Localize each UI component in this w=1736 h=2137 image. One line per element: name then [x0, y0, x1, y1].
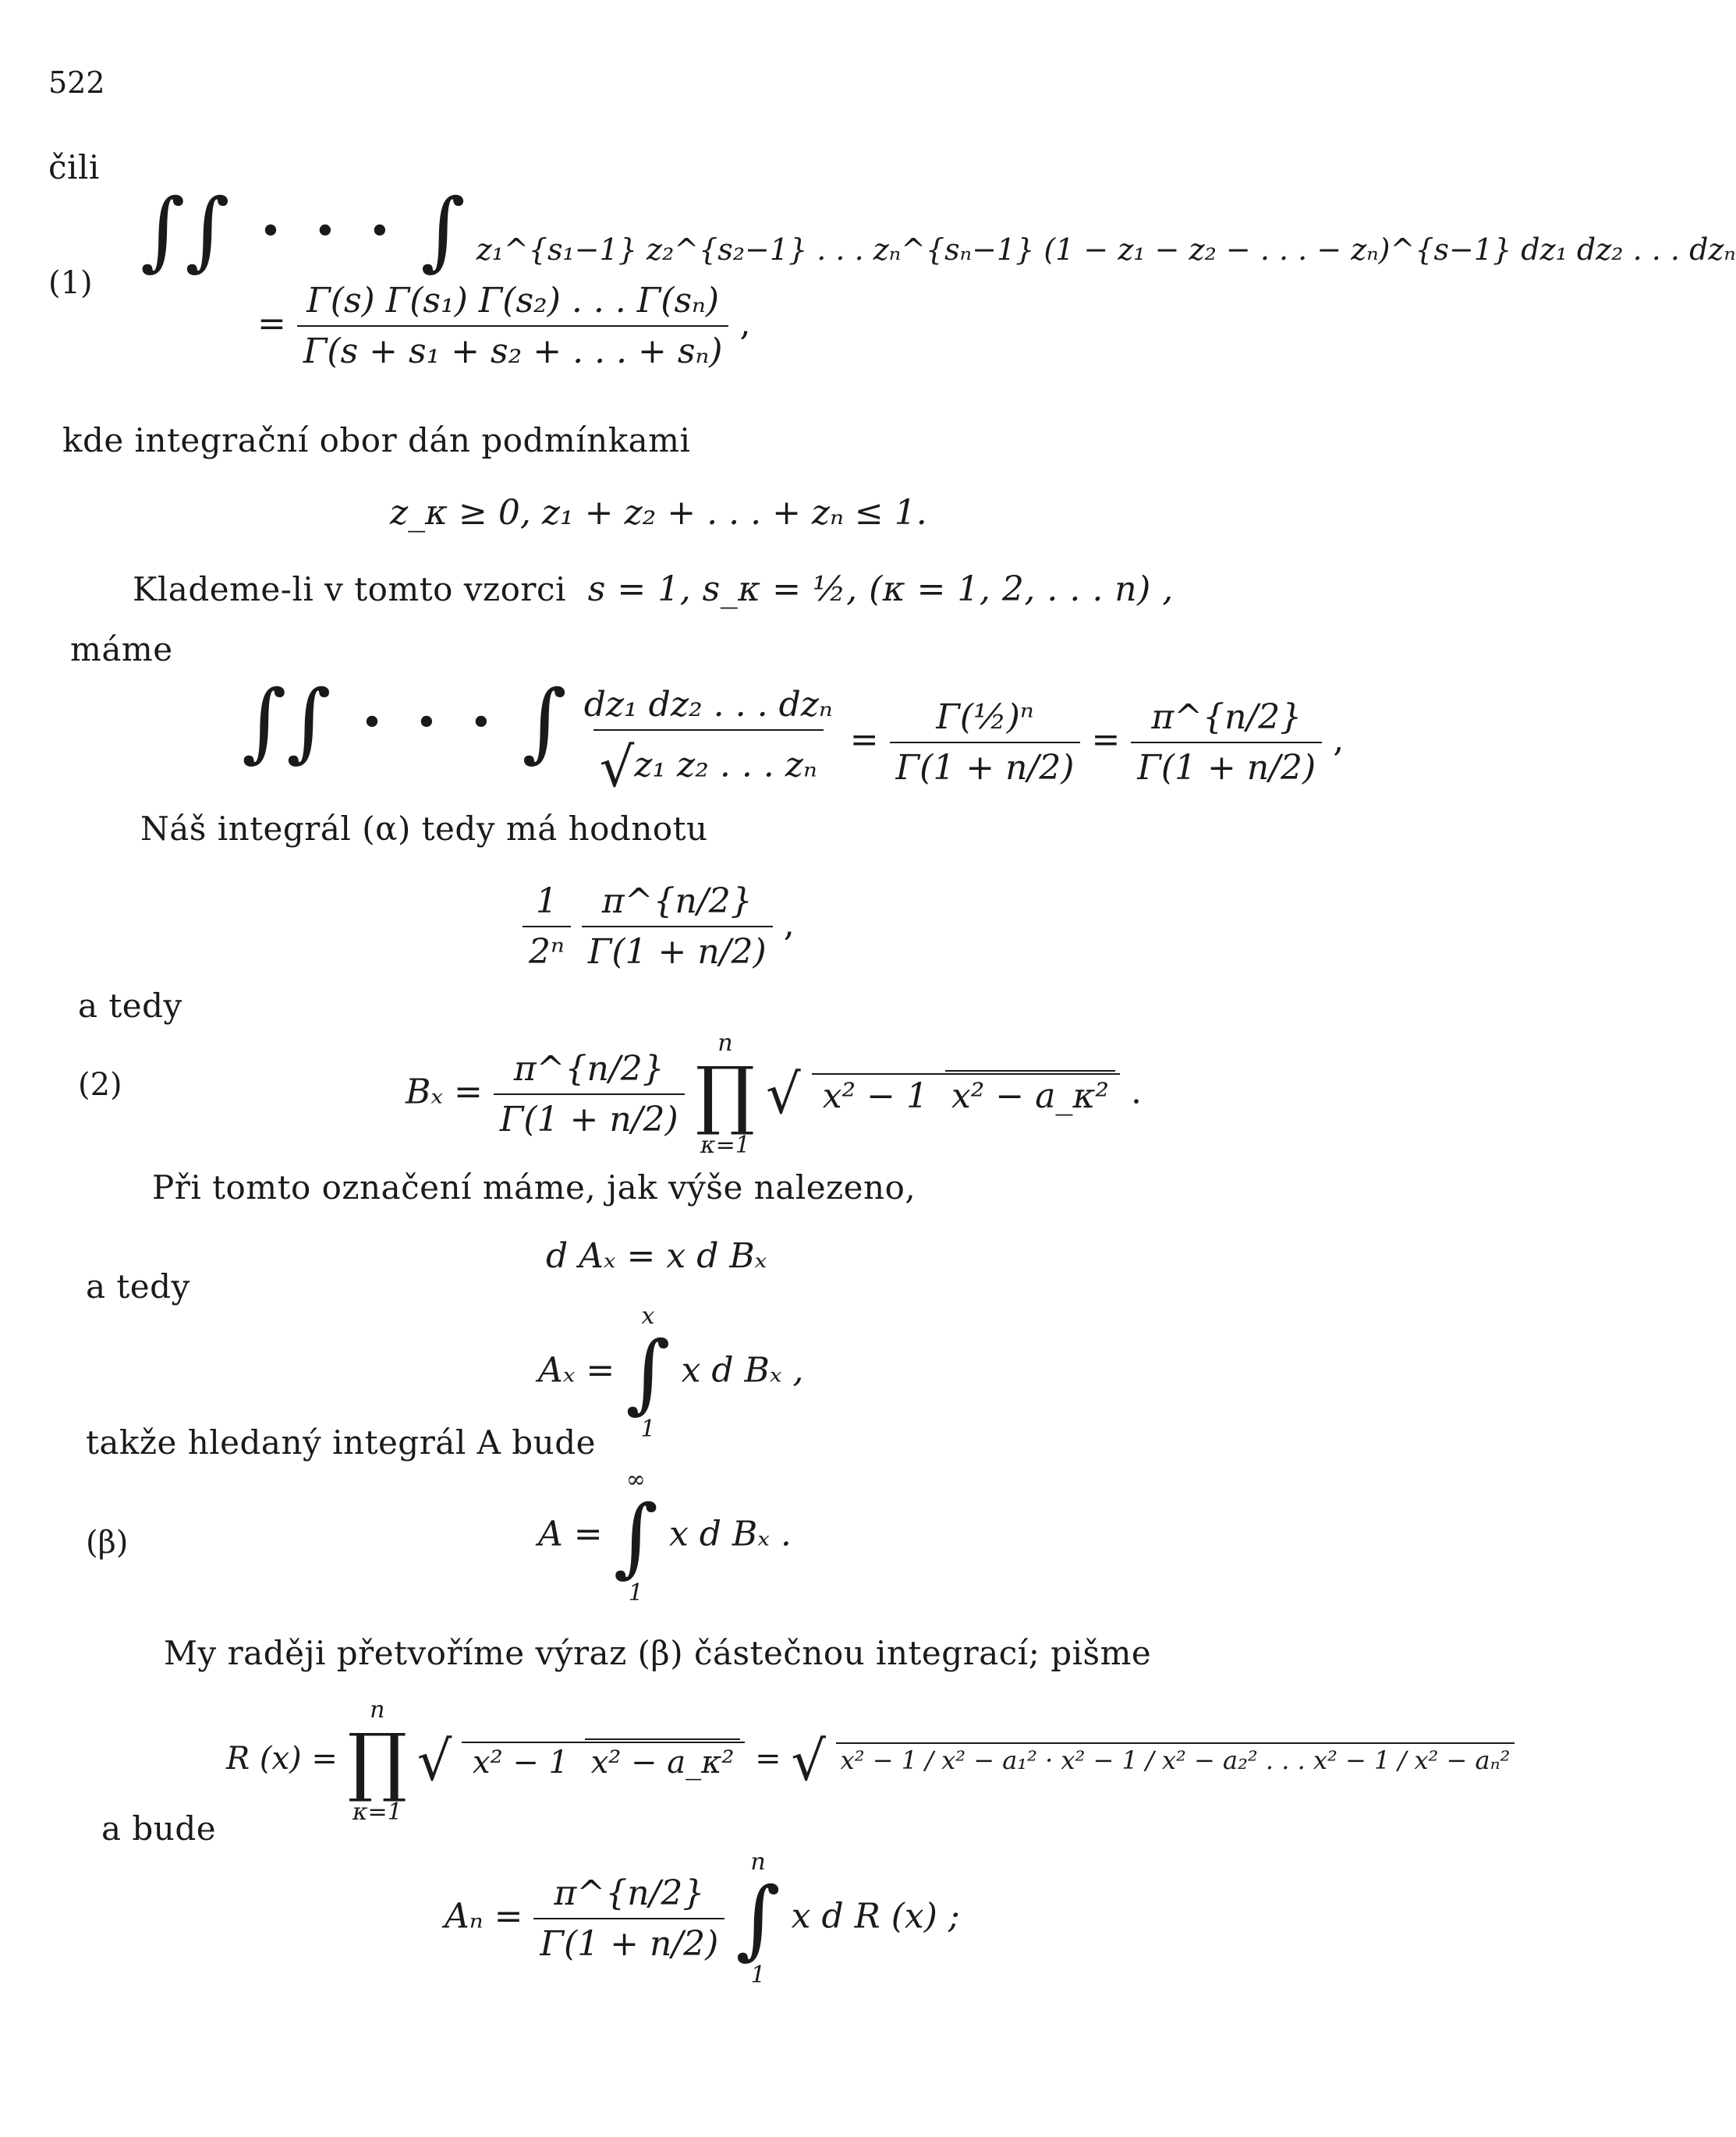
An-numerator: π^{n/2} — [554, 1873, 705, 1913]
radical-sign: √ — [599, 735, 635, 799]
integral-sign: ∫ — [613, 1487, 658, 1586]
R-product-operator — [348, 1696, 407, 1826]
R-sqrt-denominator: x² − a_κ² — [585, 1738, 741, 1781]
A-lhs: A = — [538, 1514, 603, 1554]
product-sign: ∏ — [347, 1717, 407, 1805]
integral-fraction — [578, 685, 839, 799]
product-sign: ∏ — [695, 1051, 756, 1138]
equation-2-sqrt-fraction — [812, 1073, 1120, 1116]
A-lower-limit: 1 — [628, 1579, 643, 1607]
An-denominator: Γ(1 + n/2) — [533, 1918, 725, 1964]
value-one: 1 — [535, 881, 558, 921]
equation-A — [538, 1466, 792, 1607]
substitution-line — [133, 569, 1174, 609]
R-product-lower: κ=1 — [352, 1799, 402, 1826]
equation-R: R (x) = n ∏ κ=1 √ x² − 1 x² − a_κ² = √ x² − 1 / x² − a₁² · x² − 1 / x² − a₂² . . . x² − 1 / x² − aₙ² — [226, 1696, 1515, 1826]
integral-sign: ∫ — [735, 1869, 781, 1969]
An-integral — [735, 1848, 780, 1989]
gamma-denominator: Γ(1 + n/2) — [890, 742, 1081, 788]
equation-value: $\frac{1}{\text{2ⁿ}}$ $\frac{\pi\^{}\{n/2\}}{\Gamma(1 + n/2)}$ , — [523, 881, 795, 972]
page-number: 522 — [48, 66, 105, 100]
pi-numerator: π^{n/2} — [1151, 696, 1302, 737]
An-lhs: Aₙ = — [445, 1896, 523, 1937]
gamma-numerator: Γ(½)ⁿ — [936, 696, 1034, 737]
integral-sign: ∫∫ · · · ∫ — [140, 180, 466, 280]
R-expanded: x² − 1 / x² − a₁² · x² − 1 / x² − a₂² . . . x² − 1 / x² − aₙ² — [836, 1742, 1515, 1775]
equation-gamma-integral: ∫∫ · · · ∫ $\frac{\text{dz₁ dz₂ . . . dzₙ}}{\text{√z₁ z₂ . . . zₙ}}$ = $\frac{\text{Γ(½)ⁿ}}{\Gamma(1 + n/2)}$ = $\frac{\pi\^{}\{n/2\}}{\Gamma(1 + n/2)}$ , — [242, 672, 1345, 799]
equation-2-numerator: π^{n/2} — [513, 1049, 664, 1089]
integral-sign: ∫ — [625, 1323, 671, 1423]
text-a-tedy-2: a tedy — [86, 1267, 190, 1306]
text-nas: Náš integrál (α) tedy má hodnotu — [140, 810, 708, 848]
text-a-bude: a bude — [101, 1809, 217, 1848]
Ax-rhs: x d Bₓ , — [681, 1350, 804, 1391]
gamma-fraction — [890, 697, 1081, 788]
integral-sign: ∫∫ · · · ∫ — [242, 672, 567, 771]
text-a-tedy-1: a tedy — [78, 987, 182, 1025]
radical-sign: √ — [416, 1729, 452, 1793]
text-kde: kde integrační obor dán podmínkami — [62, 421, 691, 459]
value-2n: 2ⁿ — [523, 926, 571, 972]
equation-label-2: (2) — [78, 1067, 122, 1103]
value-denominator: Γ(1 + n/2) — [582, 926, 773, 972]
equation-1-numerator: Γ(s) Γ(s₁) Γ(s₂) . . . Γ(sₙ) — [306, 281, 720, 321]
equation-1-result: = $\frac{\text{Γ(s) Γ(s₁) Γ(s₂) . . . Γ(sₙ)}}{\text{Γ(s + s₁ + s₂ + . . . + sₙ)}}$ , — [257, 281, 751, 371]
R-product-upper: n — [370, 1696, 385, 1724]
text-my: My raději přetvoříme výraz (β) částečnou integrací; pišme — [164, 1634, 1152, 1672]
product-operator — [696, 1030, 755, 1159]
An-lower-limit: 1 — [750, 1962, 766, 1989]
equation-1-denominator: Γ(s + s₁ + s₂ + . . . + sₙ) — [297, 325, 729, 371]
equation-label-1: (1) — [48, 265, 93, 301]
equation-Ax — [538, 1302, 803, 1443]
An-fraction — [533, 1873, 725, 1964]
R-lhs: R (x) = — [226, 1741, 338, 1777]
Ax-upper-limit: x — [641, 1302, 655, 1330]
pi-denominator: Γ(1 + n/2) — [1131, 742, 1322, 788]
equation-1-integral — [140, 180, 1736, 280]
equation-2-fraction — [494, 1049, 685, 1139]
equation-2-lhs: Bₓ = — [406, 1072, 483, 1112]
R-sqrt-numerator: x² − 1 — [473, 1745, 569, 1781]
R-sqrt-fraction — [462, 1742, 745, 1781]
equation-An — [445, 1848, 960, 1989]
integral-denominator: √z₁ z₂ . . . zₙ — [593, 729, 824, 799]
integral-numerator: dz₁ dz₂ . . . dzₙ — [583, 685, 833, 725]
Ax-lower-limit: 1 — [640, 1416, 656, 1443]
text-mame: máme — [70, 630, 173, 668]
text-cili: čili — [48, 148, 100, 186]
A-rhs: x d Bₓ . — [668, 1514, 792, 1554]
text-klademe: Klademe-li v tomto vzorci — [133, 570, 566, 608]
equation-dA: d Aₓ = x d Bₓ — [546, 1236, 767, 1276]
Ax-lhs: Aₓ = — [538, 1350, 615, 1391]
A-upper-limit: ∞ — [625, 1466, 646, 1494]
radical-sign: √ — [791, 1729, 826, 1793]
value-numerator: π^{n/2} — [601, 881, 753, 921]
Ax-integral — [625, 1302, 670, 1443]
sqrt-numerator: x² − 1 — [822, 1076, 928, 1116]
value-fraction-2 — [582, 881, 773, 972]
product-upper: n — [717, 1030, 733, 1057]
equation-2: Bₓ = $\frac{\pi\^{}\{n/2\}}{\Gamma(1 + n/2)}$ n ∏ κ=1 √ x² − 1 x² − a_κ² . — [406, 1030, 1143, 1159]
radical-sign: √ — [766, 1062, 801, 1126]
pi-fraction — [1131, 697, 1322, 788]
equation-1-integrand: z₁^{s₁−1} z₂^{s₂−1} . . . zₙ^{sₙ−1} (1 − z₁ − z₂ − . . . − zₙ)^{s−1} dz₁ dz₂ . . . dzₙ — [476, 232, 1736, 267]
domain-condition: z_κ ≥ 0, z₁ + z₂ + . . . + zₙ ≤ 1. — [390, 493, 927, 533]
product-lower: κ=1 — [700, 1132, 750, 1159]
equation-2-denominator: Γ(1 + n/2) — [494, 1093, 685, 1139]
equation-1-fraction — [297, 281, 729, 371]
equation-label-beta: (β) — [86, 1525, 129, 1561]
sqrt-denominator: x² − a_κ² — [945, 1070, 1115, 1116]
text-pri: Při tomto označení máme, jak výše nalezeno, — [152, 1168, 916, 1207]
An-upper-limit: n — [750, 1848, 766, 1876]
An-rhs: x d R (x) ; — [791, 1896, 960, 1937]
value-fraction-1 — [523, 881, 571, 972]
text-takze: takže hledaný integrál A bude — [86, 1423, 596, 1462]
substitution-values: s = 1, s_κ = ½, (κ = 1, 2, . . . n) , — [587, 569, 1174, 609]
A-integral — [614, 1466, 658, 1607]
